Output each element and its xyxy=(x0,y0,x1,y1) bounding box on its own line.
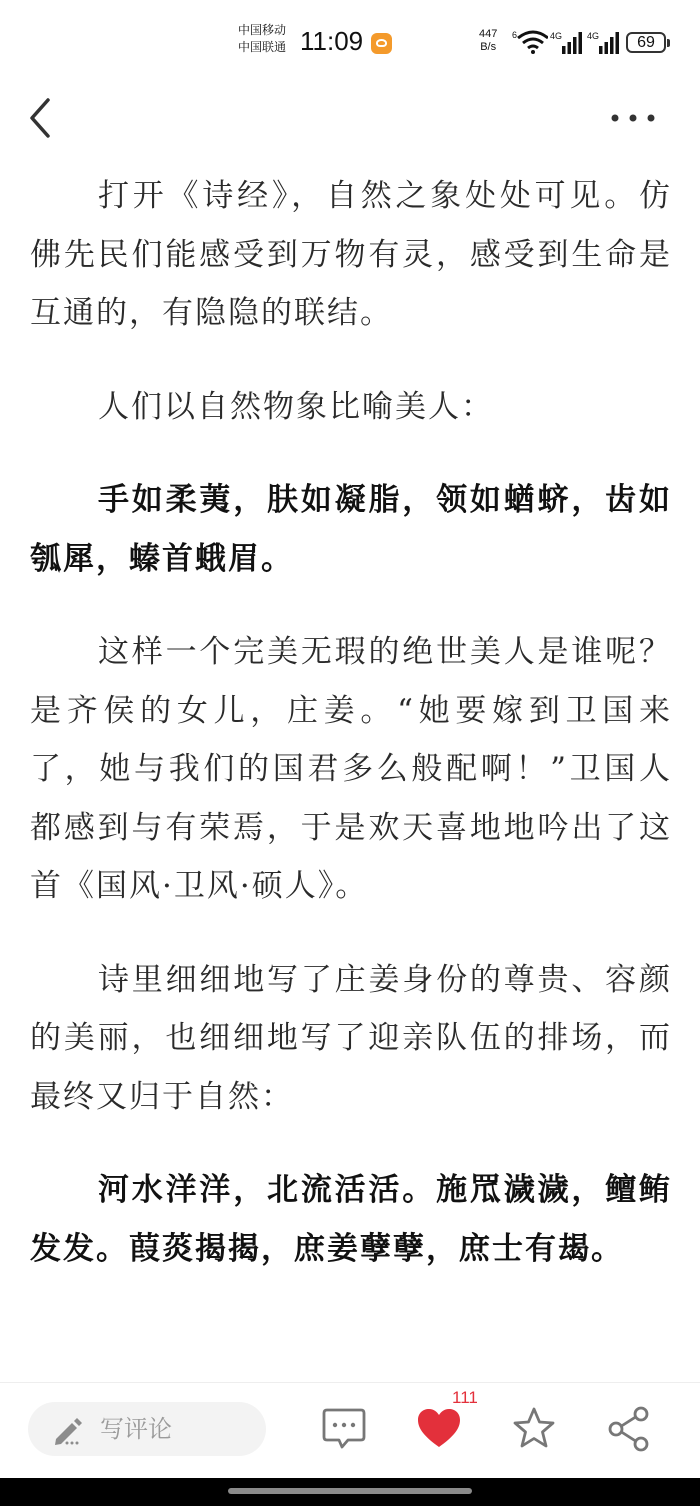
signal-2-label: 4G xyxy=(587,31,600,41)
poem-quote: 河水洋洋，北流活活。施罛濊濊，鳣鲔发发。葭菼揭揭，庶姜孽孽，庶士有朅。 xyxy=(30,1172,672,1267)
like-count: 111 xyxy=(452,1388,478,1407)
pencil-icon xyxy=(50,1415,84,1445)
star-icon xyxy=(510,1405,558,1453)
network-speed-value: 447 xyxy=(479,28,498,40)
more-horizontal-icon xyxy=(606,100,660,136)
comments-button[interactable] xyxy=(320,1405,368,1453)
status-bar xyxy=(0,0,700,88)
article-body xyxy=(30,167,672,1313)
like-button[interactable] xyxy=(415,1405,463,1453)
comment-placeholder: 写评论 xyxy=(100,1415,172,1443)
poem-quote: 手如柔荑，肤如凝脂，领如蝤蛴，齿如瓠犀，螓首蛾眉。 xyxy=(30,482,672,577)
carrier-1: 中国移动 xyxy=(238,23,287,37)
network-speed xyxy=(479,28,497,54)
comment-input[interactable] xyxy=(28,1402,266,1456)
favorite-button[interactable] xyxy=(510,1405,558,1453)
wifi-label: 6 xyxy=(512,30,518,40)
home-indicator[interactable] xyxy=(228,1488,472,1494)
carrier-info xyxy=(238,22,286,56)
cell-signal-icon xyxy=(550,30,584,54)
back-button[interactable] xyxy=(22,96,62,140)
heart-icon xyxy=(415,1405,463,1453)
article-paragraph: 诗里细细地写了庄姜身份的尊贵、容颜的美丽，也细细地写了迎亲队伍的排场，而最终又归于自然： xyxy=(30,961,672,1115)
battery-level: 69 xyxy=(637,34,655,51)
status-time: 11:09 xyxy=(300,26,364,56)
bottom-toolbar xyxy=(0,1382,700,1479)
network-speed-unit: B/s xyxy=(480,41,497,53)
share-button[interactable] xyxy=(606,1405,654,1453)
carrier-2: 中国联通 xyxy=(238,40,287,54)
wifi-icon xyxy=(512,28,548,54)
cell-signal-icon xyxy=(587,30,621,54)
article-paragraph: 人们以自然物象比喻美人： xyxy=(98,388,494,425)
battery-icon xyxy=(626,32,666,53)
more-options-button[interactable] xyxy=(606,100,660,136)
article-paragraph: 这样一个完美无瑕的绝世美人是谁呢？是齐侯的女儿，庄姜。“她要嫁到卫国来了，她与我们的国君多么般配啊！”卫国人都感到与有荣焉，于是欢天喜地地吟出了这首《国风·卫风·硕人》。 xyxy=(30,634,672,904)
share-icon xyxy=(606,1405,654,1453)
app-notification-icon xyxy=(371,33,392,54)
system-nav-bar xyxy=(0,1478,700,1506)
chevron-left-icon xyxy=(22,96,62,140)
signal-1-label: 4G xyxy=(550,31,563,41)
chat-bubble-icon xyxy=(320,1405,368,1453)
article-paragraph: 打开《诗经》，自然之象处处可见。仿佛先民们能感受到万物有灵，感受到生命是互通的，有隐隐的联结。 xyxy=(30,178,672,331)
